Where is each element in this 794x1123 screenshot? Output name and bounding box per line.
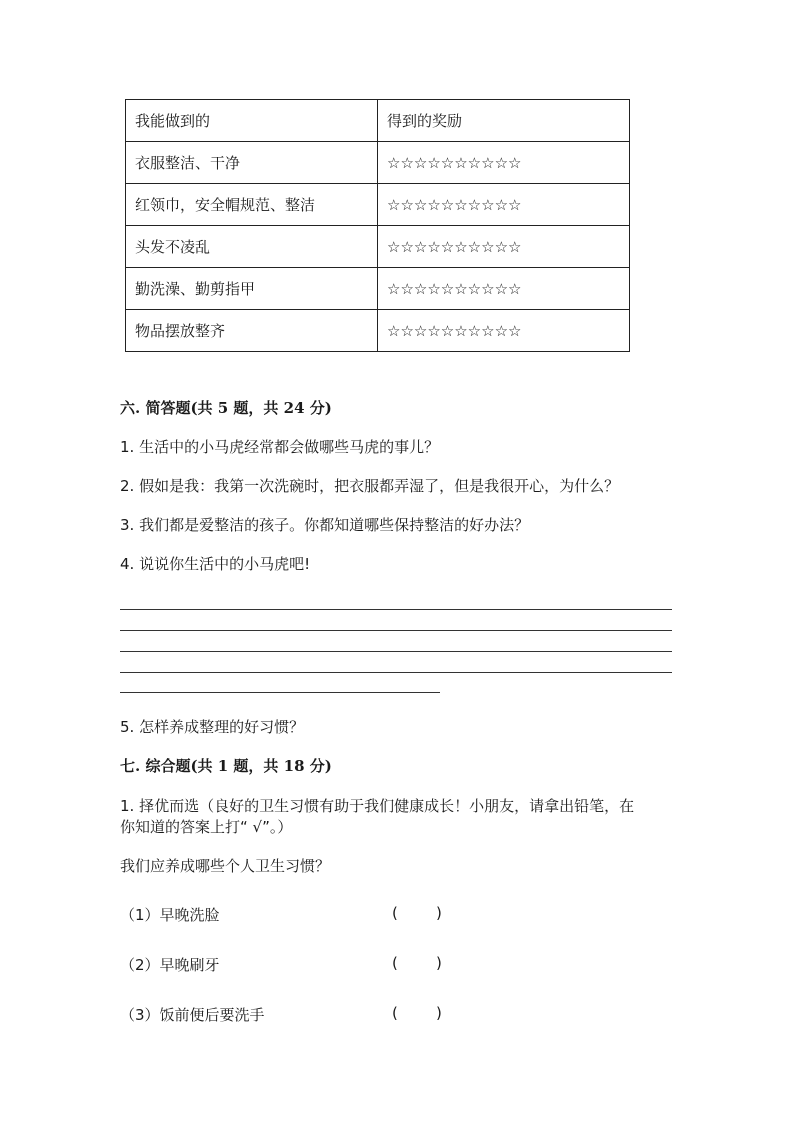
answer-blank[interactable]: ( ) — [392, 1004, 442, 1022]
question-text: 4. 说说你生活中的小马虎吧! — [120, 555, 311, 573]
table-cell-stars: ☆☆☆☆☆☆☆☆☆☆ — [378, 268, 630, 310]
answer-line[interactable] — [120, 672, 672, 673]
table-cell-stars: ☆☆☆☆☆☆☆☆☆☆ — [378, 142, 630, 184]
reward-table — [125, 99, 630, 352]
question-text: 3. 我们都是爱整洁的孩子。你都知道哪些保持整洁的好办法？ — [120, 516, 530, 534]
answer-line[interactable] — [120, 609, 672, 610]
question-text: 你知道的答案上打“ √”。） — [120, 818, 293, 836]
option-label: （2）早晚刷牙 — [120, 956, 220, 974]
table-row — [126, 142, 630, 184]
table-cell-item: 物品摆放整齐 — [126, 310, 378, 352]
answer-line[interactable] — [120, 651, 672, 652]
table-cell-item: 头发不凌乱 — [126, 226, 378, 268]
option-label: （3）饭前便后要洗手 — [120, 1006, 265, 1024]
option-label: （1）早晚洗脸 — [120, 906, 220, 924]
table-row — [126, 268, 630, 310]
answer-line[interactable] — [120, 630, 672, 631]
answer-blank[interactable]: ( ) — [392, 904, 442, 922]
table-header-row — [126, 100, 630, 142]
table-header-cell: 我能做到的 — [126, 100, 378, 142]
table-cell-stars: ☆☆☆☆☆☆☆☆☆☆ — [378, 184, 630, 226]
question-text: 1. 择优而选（良好的卫生习惯有助于我们健康成长！小朋友，请拿出铅笔，在 — [120, 797, 635, 815]
table-row — [126, 310, 630, 352]
question-text: 5. 怎样养成整理的好习惯？ — [120, 718, 305, 736]
table-row — [126, 226, 630, 268]
section-6-title: 六. 简答题(共 5 题，共 24 分) — [120, 399, 332, 417]
table-cell-item: 勤洗澡、勤剪指甲 — [126, 268, 378, 310]
table-header-cell: 得到的奖励 — [378, 100, 630, 142]
question-text: 1. 生活中的小马虎经常都会做哪些马虎的事儿？ — [120, 438, 440, 456]
question-prompt: 我们应养成哪些个人卫生习惯？ — [120, 857, 331, 875]
table-cell-stars: ☆☆☆☆☆☆☆☆☆☆ — [378, 310, 630, 352]
table-cell-item: 衣服整洁、干净 — [126, 142, 378, 184]
table-cell-item: 红领巾，安全帽规范、整洁 — [126, 184, 378, 226]
table-row — [126, 184, 630, 226]
question-text: 2. 假如是我：我第一次洗碗时，把衣服都弄湿了，但是我很开心，为什么？ — [120, 477, 620, 495]
section-7-title: 七. 综合题(共 1 题，共 18 分) — [120, 757, 332, 775]
answer-line[interactable] — [120, 692, 440, 693]
answer-blank[interactable]: ( ) — [392, 954, 442, 972]
table-cell-stars: ☆☆☆☆☆☆☆☆☆☆ — [378, 226, 630, 268]
